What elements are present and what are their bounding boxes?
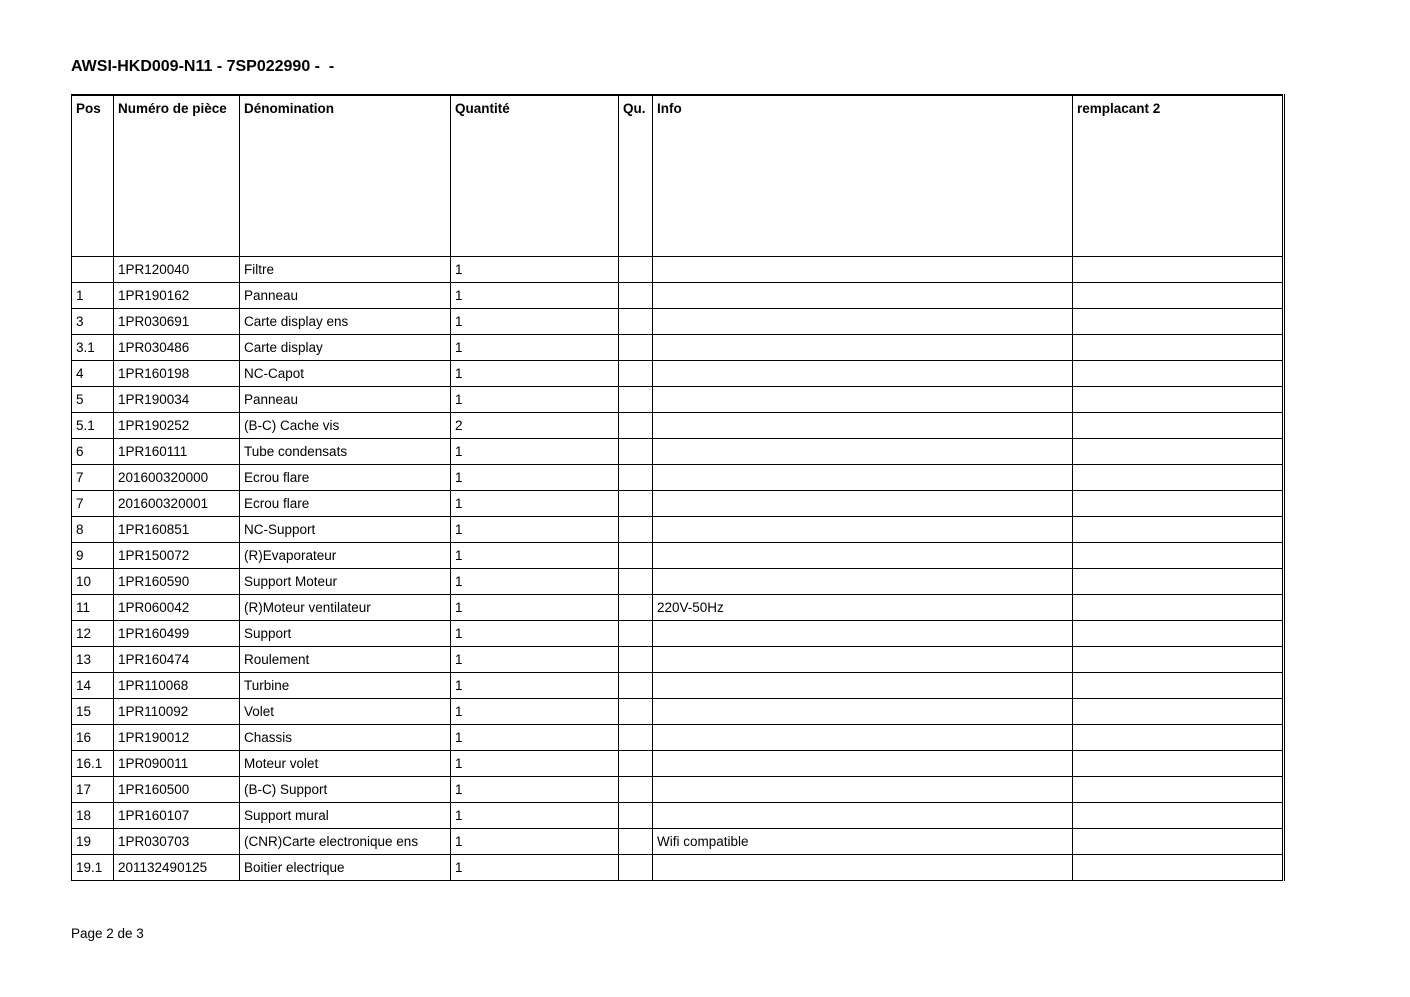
cell-quantity: 1 [451, 334, 619, 360]
cell-quantity: 1 [451, 386, 619, 412]
cell-replacement [1073, 282, 1284, 308]
cell-pos: 10 [72, 568, 114, 594]
cell-replacement [1073, 568, 1284, 594]
cell-part-number: 1PR190162 [114, 282, 240, 308]
cell-quantity: 1 [451, 828, 619, 854]
cell-pos: 19 [72, 828, 114, 854]
table-row [72, 828, 1284, 854]
cell-info [653, 750, 1073, 776]
cell-quantity: 1 [451, 724, 619, 750]
cell-info: 220V-50Hz [653, 594, 1073, 620]
column-header-replacement: remplacant 2 [1073, 95, 1284, 256]
table-row [72, 256, 1284, 282]
cell-qu [619, 386, 653, 412]
table-row [72, 646, 1284, 672]
cell-quantity: 1 [451, 568, 619, 594]
cell-qu [619, 412, 653, 438]
cell-part-number: 1PR060042 [114, 594, 240, 620]
cell-replacement [1073, 672, 1284, 698]
cell-info [653, 282, 1073, 308]
cell-denomination: Moteur volet [240, 750, 451, 776]
cell-qu [619, 516, 653, 542]
cell-part-number: 1PR160474 [114, 646, 240, 672]
cell-info [653, 646, 1073, 672]
cell-qu [619, 802, 653, 828]
cell-pos: 15 [72, 698, 114, 724]
cell-pos: 17 [72, 776, 114, 802]
cell-quantity: 1 [451, 620, 619, 646]
cell-qu [619, 854, 653, 880]
cell-pos: 7 [72, 490, 114, 516]
cell-qu [619, 490, 653, 516]
cell-replacement [1073, 646, 1284, 672]
cell-info [653, 854, 1073, 880]
cell-info [653, 438, 1073, 464]
document-title: AWSI-HKD009-N11 - 7SP022990 - - [71, 58, 335, 75]
parts-table [71, 94, 1285, 881]
cell-info [653, 516, 1073, 542]
cell-quantity: 1 [451, 776, 619, 802]
table-row [72, 776, 1284, 802]
cell-replacement [1073, 854, 1284, 880]
cell-replacement [1073, 516, 1284, 542]
cell-quantity: 1 [451, 854, 619, 880]
cell-info [653, 568, 1073, 594]
cell-quantity: 1 [451, 490, 619, 516]
cell-info [653, 308, 1073, 334]
cell-denomination: (CNR)Carte electronique ens [240, 828, 451, 854]
table-row [72, 464, 1284, 490]
cell-replacement [1073, 490, 1284, 516]
cell-part-number: 1PR190034 [114, 386, 240, 412]
cell-part-number: 1PR160500 [114, 776, 240, 802]
cell-denomination: Ecrou flare [240, 464, 451, 490]
cell-denomination: NC-Support [240, 516, 451, 542]
cell-denomination: (B-C) Support [240, 776, 451, 802]
cell-replacement [1073, 256, 1284, 282]
table-row [72, 308, 1284, 334]
table-row [72, 412, 1284, 438]
cell-pos: 1 [72, 282, 114, 308]
page-number: Page 2 de 3 [71, 926, 144, 941]
cell-pos [72, 256, 114, 282]
cell-denomination: Panneau [240, 386, 451, 412]
table-row [72, 802, 1284, 828]
cell-quantity: 2 [451, 412, 619, 438]
cell-replacement [1073, 464, 1284, 490]
cell-replacement [1073, 412, 1284, 438]
cell-pos: 9 [72, 542, 114, 568]
cell-denomination: Boitier electrique [240, 854, 451, 880]
cell-replacement [1073, 698, 1284, 724]
cell-info [653, 698, 1073, 724]
cell-quantity: 1 [451, 542, 619, 568]
cell-pos: 8 [72, 516, 114, 542]
cell-part-number: 201600320000 [114, 464, 240, 490]
cell-denomination: (B-C) Cache vis [240, 412, 451, 438]
table-row [72, 542, 1284, 568]
cell-quantity: 1 [451, 698, 619, 724]
table-row [72, 568, 1284, 594]
cell-part-number: 1PR190012 [114, 724, 240, 750]
table-header-row [72, 95, 1284, 256]
cell-pos: 3 [72, 308, 114, 334]
cell-pos: 18 [72, 802, 114, 828]
cell-replacement [1073, 724, 1284, 750]
cell-part-number: 201132490125 [114, 854, 240, 880]
cell-qu [619, 464, 653, 490]
cell-info: Wifi compatible [653, 828, 1073, 854]
cell-pos: 16 [72, 724, 114, 750]
cell-denomination: Roulement [240, 646, 451, 672]
cell-pos: 3.1 [72, 334, 114, 360]
cell-pos: 7 [72, 464, 114, 490]
cell-qu [619, 698, 653, 724]
column-header-denomination: Dénomination [240, 95, 451, 256]
column-header-part-number: Numéro de pièce [114, 95, 240, 256]
cell-pos: 4 [72, 360, 114, 386]
cell-part-number: 1PR110092 [114, 698, 240, 724]
cell-qu [619, 334, 653, 360]
cell-quantity: 1 [451, 750, 619, 776]
cell-pos: 19.1 [72, 854, 114, 880]
cell-part-number: 201600320001 [114, 490, 240, 516]
table-row [72, 360, 1284, 386]
cell-denomination: Support mural [240, 802, 451, 828]
column-header-quantity: Quantité [451, 95, 619, 256]
table-row [72, 516, 1284, 542]
cell-qu [619, 282, 653, 308]
table-row [72, 282, 1284, 308]
cell-qu [619, 542, 653, 568]
cell-qu [619, 750, 653, 776]
cell-part-number: 1PR160198 [114, 360, 240, 386]
cell-part-number: 1PR150072 [114, 542, 240, 568]
cell-info [653, 360, 1073, 386]
cell-qu [619, 672, 653, 698]
cell-info [653, 672, 1073, 698]
cell-replacement [1073, 334, 1284, 360]
cell-denomination: Tube condensats [240, 438, 451, 464]
cell-pos: 5 [72, 386, 114, 412]
cell-pos: 13 [72, 646, 114, 672]
cell-denomination: Turbine [240, 672, 451, 698]
cell-pos: 5.1 [72, 412, 114, 438]
cell-quantity: 1 [451, 464, 619, 490]
cell-quantity: 1 [451, 256, 619, 282]
cell-part-number: 1PR160851 [114, 516, 240, 542]
cell-qu [619, 646, 653, 672]
cell-info [653, 724, 1073, 750]
cell-info [653, 464, 1073, 490]
cell-replacement [1073, 828, 1284, 854]
cell-denomination: Filtre [240, 256, 451, 282]
cell-info [653, 334, 1073, 360]
cell-qu [619, 256, 653, 282]
column-header-info: Info [653, 95, 1073, 256]
cell-part-number: 1PR120040 [114, 256, 240, 282]
cell-denomination: NC-Capot [240, 360, 451, 386]
cell-pos: 12 [72, 620, 114, 646]
cell-denomination: Support Moteur [240, 568, 451, 594]
cell-qu [619, 568, 653, 594]
cell-quantity: 1 [451, 282, 619, 308]
cell-pos: 16.1 [72, 750, 114, 776]
cell-quantity: 1 [451, 516, 619, 542]
cell-part-number: 1PR090011 [114, 750, 240, 776]
cell-denomination: Carte display ens [240, 308, 451, 334]
cell-qu [619, 308, 653, 334]
cell-replacement [1073, 620, 1284, 646]
cell-quantity: 1 [451, 672, 619, 698]
cell-info [653, 802, 1073, 828]
table-row [72, 490, 1284, 516]
cell-info [653, 620, 1073, 646]
cell-part-number: 1PR030703 [114, 828, 240, 854]
table-row [72, 594, 1284, 620]
table-row [72, 698, 1284, 724]
cell-info [653, 490, 1073, 516]
cell-denomination: (R)Evaporateur [240, 542, 451, 568]
cell-replacement [1073, 438, 1284, 464]
cell-denomination: Chassis [240, 724, 451, 750]
cell-part-number: 1PR190252 [114, 412, 240, 438]
cell-denomination: Panneau [240, 282, 451, 308]
cell-pos: 14 [72, 672, 114, 698]
cell-denomination: Carte display [240, 334, 451, 360]
cell-qu [619, 724, 653, 750]
cell-info [653, 776, 1073, 802]
cell-replacement [1073, 802, 1284, 828]
cell-qu [619, 438, 653, 464]
cell-quantity: 1 [451, 308, 619, 334]
cell-pos: 11 [72, 594, 114, 620]
cell-quantity: 1 [451, 594, 619, 620]
cell-info [653, 412, 1073, 438]
cell-qu [619, 594, 653, 620]
cell-replacement [1073, 386, 1284, 412]
cell-replacement [1073, 750, 1284, 776]
table-row [72, 438, 1284, 464]
table-row [72, 750, 1284, 776]
cell-replacement [1073, 776, 1284, 802]
cell-denomination: Ecrou flare [240, 490, 451, 516]
cell-info [653, 256, 1073, 282]
table-row [72, 620, 1284, 646]
table-row [72, 854, 1284, 880]
cell-replacement [1073, 360, 1284, 386]
table-row [72, 724, 1284, 750]
cell-denomination: (R)Moteur ventilateur [240, 594, 451, 620]
cell-part-number: 1PR030691 [114, 308, 240, 334]
cell-replacement [1073, 594, 1284, 620]
cell-info [653, 542, 1073, 568]
cell-part-number: 1PR110068 [114, 672, 240, 698]
cell-replacement [1073, 308, 1284, 334]
cell-part-number: 1PR160107 [114, 802, 240, 828]
table-row [72, 672, 1284, 698]
cell-info [653, 386, 1073, 412]
cell-part-number: 1PR160590 [114, 568, 240, 594]
cell-qu [619, 776, 653, 802]
cell-qu [619, 360, 653, 386]
column-header-qu: Qu. [619, 95, 653, 256]
table-row [72, 386, 1284, 412]
cell-part-number: 1PR030486 [114, 334, 240, 360]
column-header-pos: Pos [72, 95, 114, 256]
table-body [72, 256, 1284, 880]
cell-quantity: 1 [451, 646, 619, 672]
cell-replacement [1073, 542, 1284, 568]
table-row [72, 334, 1284, 360]
cell-qu [619, 828, 653, 854]
cell-pos: 6 [72, 438, 114, 464]
cell-part-number: 1PR160111 [114, 438, 240, 464]
cell-denomination: Support [240, 620, 451, 646]
cell-qu [619, 620, 653, 646]
cell-quantity: 1 [451, 438, 619, 464]
cell-quantity: 1 [451, 360, 619, 386]
cell-quantity: 1 [451, 802, 619, 828]
cell-part-number: 1PR160499 [114, 620, 240, 646]
cell-denomination: Volet [240, 698, 451, 724]
